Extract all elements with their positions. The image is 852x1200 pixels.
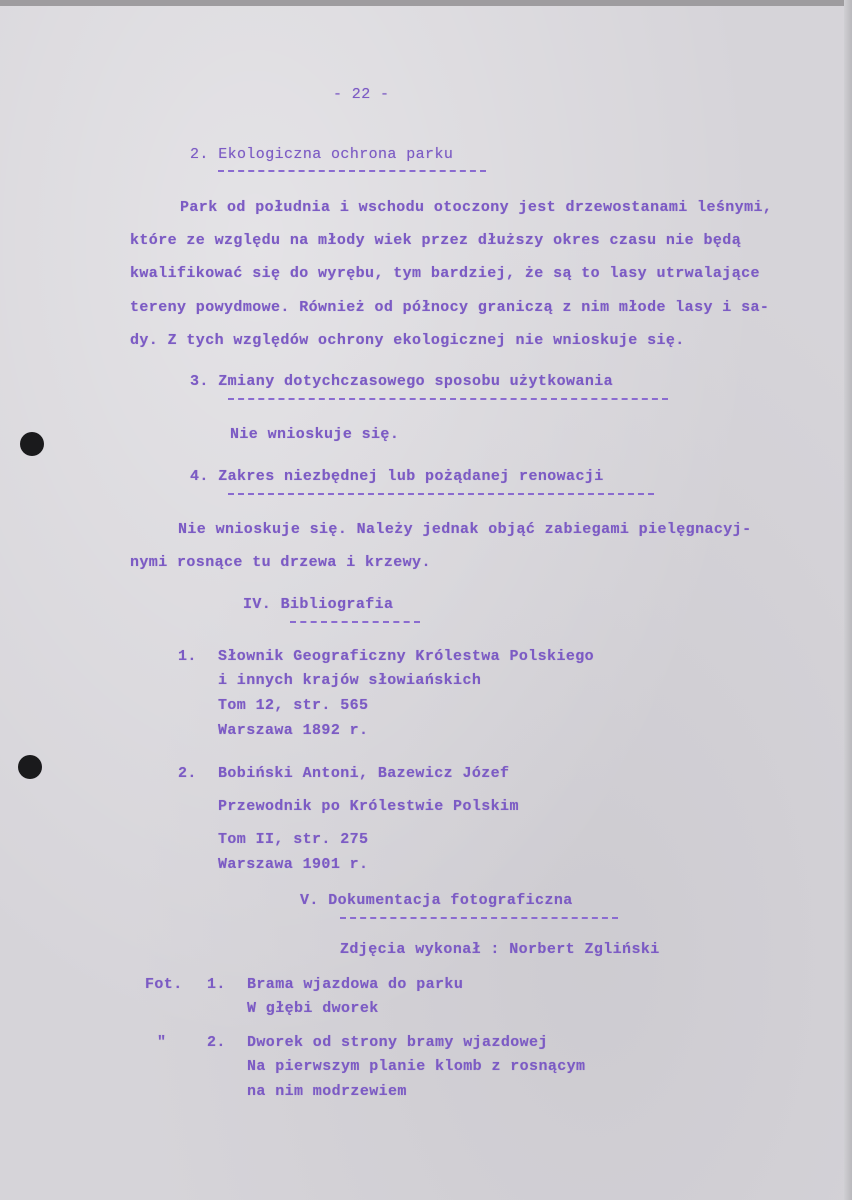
bibliography-entry-1-line-1: Słownik Geograficzny Królestwa Polskiego (218, 648, 595, 665)
section-4-heading: 4. Zakres niezbędnej lub pożądanej renowacji (190, 468, 604, 485)
bibliography-entry-2-line-1: Bobiński Antoni, Bazewicz Józef (218, 765, 510, 782)
section-4-line-2: nymi rosnące tu drzewa i krzewy. (130, 554, 431, 571)
bibliography-heading-underline (290, 621, 420, 623)
page-number: - 22 - (333, 86, 390, 103)
punch-hole-top (20, 432, 44, 456)
bibliography-entry-2-line-2: Przewodnik po Królestwie Polskim (218, 798, 519, 815)
section-2-heading-underline (218, 170, 486, 172)
photo-1-line-1: Brama wjazdowa do parku (247, 976, 464, 993)
photo-2-number: 2. (207, 1034, 226, 1051)
section-2-heading: 2. Ekologiczna ochrona parku (190, 146, 454, 163)
bibliography-entry-1-line-4: Warszawa 1892 r. (218, 722, 369, 739)
section-4-heading-underline (228, 493, 654, 495)
photo-2-line-1: Dworek od strony bramy wjazdowej (247, 1034, 548, 1051)
bibliography-heading: IV. Bibliografia (243, 596, 394, 613)
bibliography-entry-2-number: 2. (178, 765, 197, 782)
section-4-line-1: Nie wnioskuje się. Należy jednak objąć zabiegami pielęgnacyj- (178, 521, 752, 538)
bibliography-entry-1-number: 1. (178, 648, 197, 665)
bibliography-entry-1-line-3: Tom 12, str. 565 (218, 697, 369, 714)
section-3-text: Nie wnioskuje się. (230, 426, 400, 443)
photo-2-line-3: na nim modrzewiem (247, 1083, 407, 1100)
section-2-line-1: Park od południa i wschodu otoczony jest drzewostanami leśnymi, (180, 199, 773, 216)
bibliography-entry-1-line-2: i innych krajów słowiańskich (218, 672, 482, 689)
scan-right-edge (844, 0, 852, 1200)
photo-docs-heading: V. Dokumentacja fotograficzna (300, 892, 573, 909)
bibliography-entry-2-line-3: Tom II, str. 275 (218, 831, 369, 848)
section-2-line-2: które ze względu na młody wiek przez dłuższy okres czasu nie będą (130, 232, 742, 249)
photo-1-number: 1. (207, 976, 226, 993)
scan-top-edge (0, 0, 852, 6)
photo-2-line-2: Na pierwszym planie klomb z rosnącym (247, 1058, 586, 1075)
punch-hole-bottom (18, 755, 42, 779)
photo-docs-heading-underline (340, 917, 618, 919)
section-2-line-3: kwalifikować się do wyrębu, tym bardziej, że są to lasy utrwalające (130, 265, 760, 282)
section-3-heading-underline (228, 398, 668, 400)
photo-1-line-2: W głębi dworek (247, 1000, 379, 1017)
section-2-line-5: dy. Z tych względów ochrony ekologicznej nie wnioskuje się. (130, 332, 685, 349)
section-2-line-4: tereny powydmowe. Również od północy graniczą z nim młode lasy i sa- (130, 299, 770, 316)
section-3-heading: 3. Zmiany dotychczasowego sposobu użytkowania (190, 373, 614, 390)
photo-author-line: Zdjęcia wykonał : Norbert Zgliński (340, 941, 660, 958)
bibliography-entry-2-line-4: Warszawa 1901 r. (218, 856, 369, 873)
photo-1-prefix: Fot. (145, 976, 183, 993)
photo-2-prefix: " (157, 1034, 167, 1051)
